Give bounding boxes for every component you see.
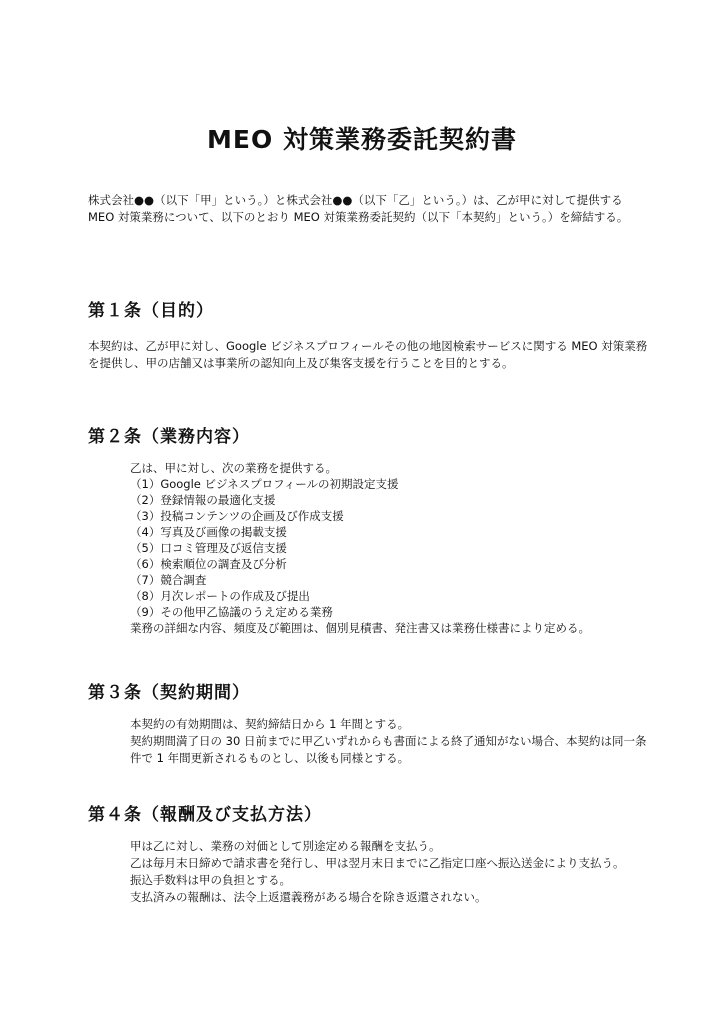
article-2-body	[130, 460, 650, 636]
article-2-item: （7）競合調査	[130, 573, 207, 587]
document-title: MEO 対策業務委託契約書	[207, 125, 517, 154]
article-4-line: 甲は乙に対し、業務の対価として別途定める報酬を支払う。	[130, 839, 441, 853]
article-2-item: （8）月次レポートの作成及び提出	[130, 589, 310, 603]
article-2-item: （2）登録情報の最適化支援	[130, 493, 276, 507]
article-2-item: （9）その他甲乙協議のうえ定める業務	[130, 605, 333, 619]
article-4-line: 支払済みの報酬は、法令上返還義務がある場合を除き返還されない。	[130, 890, 487, 904]
article-4-heading: 第４条（報酬及び支払方法）	[88, 805, 322, 825]
article-3-line: 契約期間満了日の 30 日前までに甲乙いずれからも書面による終了通知がない場合、本契約は同一条件で 1 年間更新されるものとし、以後も同様とする。	[130, 734, 647, 765]
article-2-item: （6）検索順位の調査及び分析	[130, 557, 287, 571]
article-2-line: 業務の詳細な内容、頻度及び範囲は、個別見積書、発注書又は業務仕様書により定める。	[130, 621, 590, 635]
article-3-heading: 第３条（契約期間）	[88, 683, 250, 703]
article-1-heading: 第１条（目的）	[88, 301, 214, 321]
article-1-text: 本契約は、乙が甲に対し、Google ビジネスプロフィールその他の地図検索サービスに関する MEO 対策業務を提供し、甲の店舗又は事業所の認知向上及び集客支援を行うことを目的とする。	[88, 339, 648, 370]
article-3-line: 本契約の有効期間は、契約締結日から 1 年間とする。	[130, 717, 410, 731]
article-3-body	[130, 716, 650, 767]
intro-paragraph: 株式会社●●（以下「甲」という。）と株式会社●●（以下「乙」という。）は、乙が甲に対して提供する MEO 対策業務について、以下のとおり MEO 対策業務委託契約（以下「本契約」という。）を締結する。	[88, 193, 629, 224]
article-2-item: （5）口コミ管理及び返信支援	[130, 541, 287, 555]
article-2-item: （3）投稿コンテンツの企画及び作成支援	[130, 509, 344, 523]
article-2-line: 乙は、甲に対し、次の業務を提供する。	[130, 461, 337, 475]
article-2-item: （1）Google ビジネスプロフィールの初期設定支援	[130, 477, 399, 491]
article-2-item: （4）写真及び画像の掲載支援	[130, 525, 287, 539]
article-4-line: 乙は毎月末日締めで請求書を発行し、甲は翌月末日までに乙指定口座へ振込送金により支払う。	[130, 856, 625, 870]
article-2-heading: 第２条（業務内容）	[88, 427, 250, 447]
article-4-line: 振込手数料は甲の負担とする。	[130, 873, 291, 887]
article-4-body	[130, 838, 650, 906]
